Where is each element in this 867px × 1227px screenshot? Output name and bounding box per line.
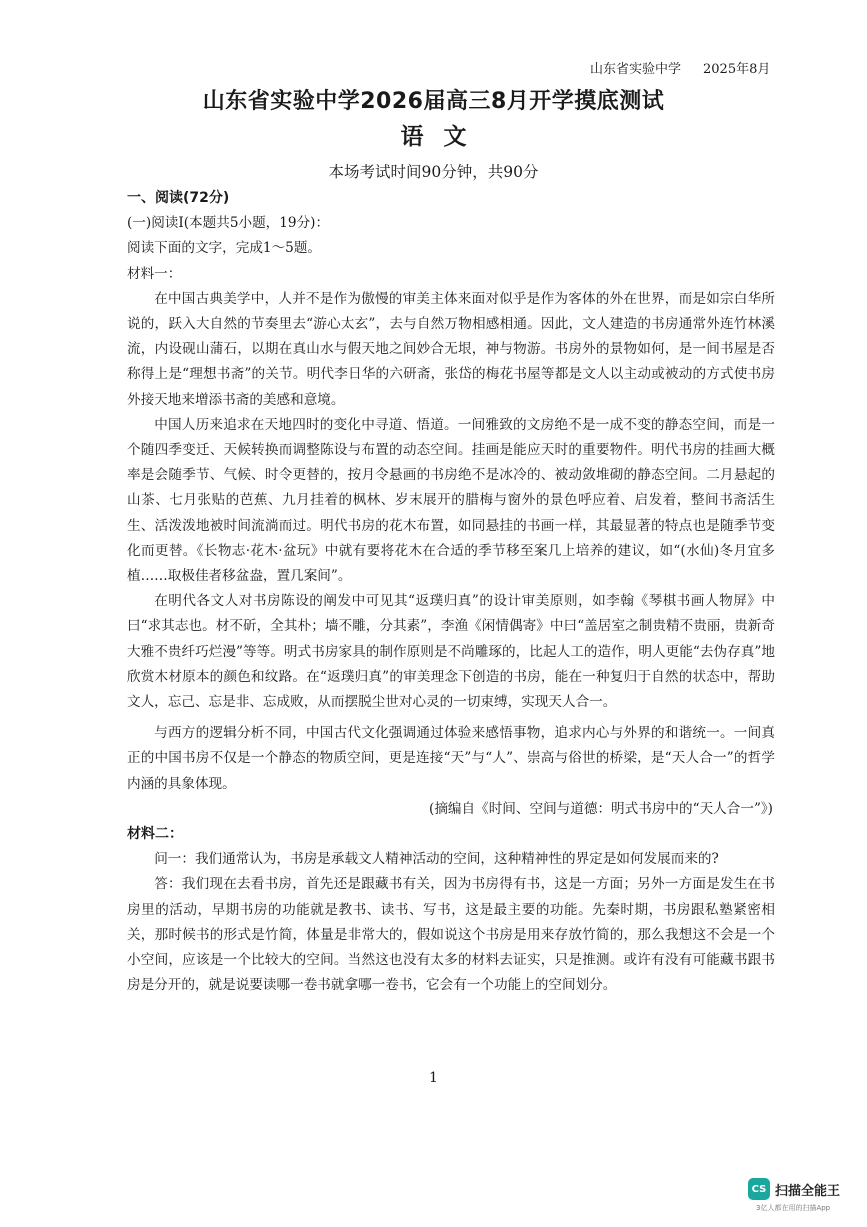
- material1-paragraph: 在中国古典美学中，人并不是作为傲慢的审美主体来面对似乎是作为客体的外在世界，而是如宗白华所说的，跃入大自然的节奏里去“游心太玄”，去与自然万物相感相通。因此，文人建造的书房通常外连竹林溪流，内设砚山蒲石，以期在真山水与假天地之间妙合无垠，神与物游。书房外的景物如何，是一间书屋是否称得上是“理想书斋”的关节。明代李日华的六研斋，张岱的梅花书屋等都是文人以主动或被动的方式使书房外接天地来增添书斋的美感和意境。: [127, 290, 775, 408]
- exam-title: 山东省实验中学2026届高三8月开学摸底测试: [202, 89, 665, 114]
- header-date: 2025年8月: [703, 62, 771, 77]
- material1-paragraph: 与西方的逻辑分析不同，中国古代文化强调通过体验来感悟事物，追求内心与外界的和谐统一。一间真正的中国书房不仅是一个静态的物质空间，更是连接“天”与“人”、崇高与俗世的桥梁，是“天人合一”的哲学内涵的具象体现。: [127, 725, 775, 792]
- material1-paragraph: 在明代各文人对书房陈设的阐发中可见其“返璞归真”的设计审美原则，如李翰《琴棋书画人物屏》中曰“求其志也。材不斫，全其朴；墙不雕，分其素”，李渔《闲情偶寄》中曰“盖居室之制贵精不贵丽，贵新奇大雅不贵纤巧烂漫”等等。明式书房家具的制作原则是不尚雕琢的，比起人工的造作，明人更能“去伪存真”地欣赏木材原本的颜色和纹路。在“返璞归真”的审美理念下创造的书房，能在一种复归于自然的状态中，帮助文人，忘己、忘是非、忘成败，从而摆脱尘世对心灵的一切束缚，实现天人合一。: [127, 593, 775, 711]
- exam-time-info: 本场考试时间90分钟，共90分: [328, 163, 539, 181]
- scanner-tagline: 3亿人都在用的扫描App: [756, 1204, 831, 1212]
- scanner-app-name: 扫描全能王: [775, 1183, 841, 1199]
- document-body: [127, 186, 775, 999]
- camscanner-logo-icon: CS: [748, 1178, 770, 1200]
- material2-answer: 答：我们现在去看书房，首先还是跟藏书有关，因为书房得有书，这是一方面；另外一方面是发生在书房里的活动，早期书房的功能就是教书、读书、写书，这是最主要的功能。先秦时期，书房跟私塾紧密相关，那时候书的形式是竹简，体量是非常大的，假如说这个书房是用来存放竹简的，那么我想这不会是一个小空间，应该是一个比较大的空间。当然这也没有太多的材料去证实，只是推测。或许有没有可能藏书跟书房是分开的，就是说要读哪一卷书就拿哪一卷书，它会有一个功能上的空间划分。: [127, 876, 775, 994]
- scanner-watermark: [748, 1178, 840, 1200]
- page-number: 1: [429, 1070, 438, 1086]
- material2-label: 材料二：: [127, 826, 183, 843]
- exam-subject: 语文: [400, 124, 487, 150]
- page-header: [590, 58, 770, 77]
- material1-source: (摘编自《时间、空间与道德：明式书房中的“天人合一”》): [429, 800, 773, 817]
- material1-paragraph: 中国人历来追求在天地四时的变化中寻道、悟道。一间雅致的文房绝不是一成不变的静态空间，而是一个随四季变迁、天候转换而调整陈设与布置的动态空间。挂画是能应天时的重要物件。明代书房的挂画大概率是会随季节、气候、时令更替的，按月令悬画的书房绝不是冰冷的、被动敛堆砌的静态空间。二月悬起的山茶、七月张贴的芭蕉、九月挂着的枫林、岁末展开的腊梅与窗外的景色呼应着、启发着，整间书斋活生生、活泼泼地被时间流淌而过。明代书房的花木布置，如同悬挂的书画一样，其最显著的特点也是随季节变化而更替。《长物志·花木·盆玩》中就有要将花木在合适的季节移至案几上培养的建议，如“(水仙)冬月宜多植……取极佳者移盆盎，置几案间”。: [127, 416, 775, 585]
- material2-question: 问一：我们通常认为，书房是承载文人精神活动的空间，这种精神性的界定是如何发展而来的?: [154, 851, 719, 868]
- section-heading: 一、阅读(72分): [127, 190, 230, 206]
- material1-label: 材料一：: [127, 265, 182, 282]
- sub-heading: (一)阅读Ⅰ(本题共5小题，19分)：: [127, 215, 330, 232]
- instruction: 阅读下面的文字，完成1～5题。: [127, 240, 322, 257]
- header-school: 山东省实验中学: [590, 62, 682, 77]
